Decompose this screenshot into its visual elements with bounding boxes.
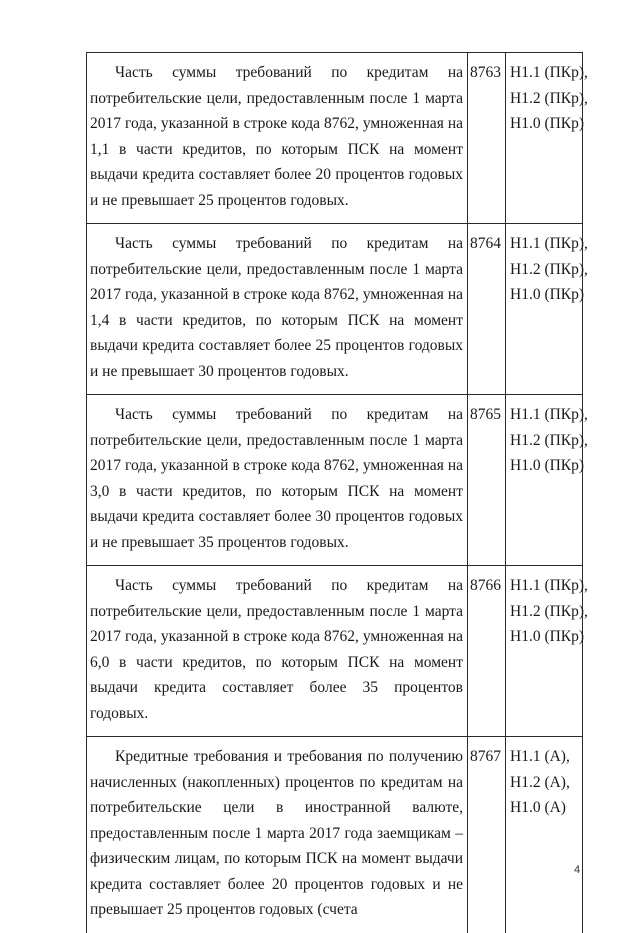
code-cell: 8766 — [468, 566, 506, 737]
description-text: Часть суммы требований по кредитам на потребительские цели, предоставленным после 1 марта 2017 года, указанной в строке кода 8762, умноженная на 1,1 в части кредитов, по которым ПСК на момент выдачи кредита составляет более 20 процентов годовых и не превышает 25 процентов годовых. — [90, 64, 463, 209]
requirements-table — [86, 52, 588, 933]
norm-item: Н1.0 (ПКр) — [510, 115, 585, 132]
norm-item: Н1.1 (ПКр), — [510, 577, 588, 594]
description-cell — [87, 737, 468, 933]
norm-item: Н1.2 (ПКр), — [510, 260, 588, 278]
norms-cell — [506, 566, 588, 737]
description-text: Часть суммы требований по кредитам на потребительские цели, предоставленным после 1 марта 2017 года, указанной в строке кода 8762, умноженная на 3,0 в части кредитов, по которым ПСК на момент выдачи кредита составляет более 30 процентов годовых и не превышает 35 процентов годовых. — [90, 406, 463, 551]
description-cell — [87, 395, 468, 566]
code-cell: 8764 — [468, 224, 506, 395]
norm-item: Н1.2 (А), — [510, 773, 570, 791]
description-text: Кредитные требования и требования по получению начисленных (накопленных) процентов по кредитам на потребительские цели в иностранной валюте, предоставленным после 1 марта 2017 года заемщикам – физическим лицам, по которым ПСК на момент выдачи кредита составляет более 20 процентов годовых и не превышает 25 процентов годовых (счета — [90, 748, 463, 918]
norms-cell — [506, 53, 588, 224]
code-cell: 8765 — [468, 395, 506, 566]
table-row — [87, 566, 583, 737]
norm-item: Н1.1 (ПКр), — [510, 406, 588, 423]
norm-item: Н1.0 (ПКр) — [510, 286, 585, 303]
norm-item: Н1.2 (ПКр), — [510, 89, 588, 107]
table-row — [87, 224, 583, 395]
norm-item: Н1.1 (ПКр), — [510, 64, 588, 81]
norm-item: Н1.0 (ПКр) — [510, 457, 585, 474]
norms-cell — [506, 395, 588, 566]
norm-item: Н1.1 (А), — [510, 748, 570, 765]
description-cell — [87, 224, 468, 395]
description-text: Часть суммы требований по кредитам на потребительские цели, предоставленным после 1 марта 2017 года, указанной в строке кода 8762, умноженная на 6,0 в части кредитов, по которым ПСК на момент выдачи кредита составляет более 35 процентов годовых. — [90, 577, 463, 722]
norm-item: Н1.0 (А) — [510, 799, 566, 816]
table-row — [87, 53, 583, 224]
norm-item: Н1.1 (ПКр), — [510, 235, 588, 252]
norms-cell — [506, 737, 583, 933]
code-cell: 8763 — [468, 53, 506, 224]
description-text: Часть суммы требований по кредитам на потребительские цели, предоставленным после 1 марта 2017 года, указанной в строке кода 8762, умноженная на 1,4 в части кредитов, по которым ПСК на момент выдачи кредита составляет более 25 процентов годовых и не превышает 30 процентов годовых. — [90, 235, 463, 380]
table-row — [87, 395, 583, 566]
table-row — [87, 737, 583, 933]
norm-item: Н1.2 (ПКр), — [510, 602, 588, 620]
norms-cell — [506, 224, 588, 395]
norm-item: Н1.2 (ПКр), — [510, 431, 588, 449]
description-cell — [87, 566, 468, 737]
code-cell: 8767 — [468, 737, 506, 933]
description-cell — [87, 53, 468, 224]
page-number: 4 — [574, 864, 581, 876]
norm-item: Н1.0 (ПКр) — [510, 628, 585, 645]
